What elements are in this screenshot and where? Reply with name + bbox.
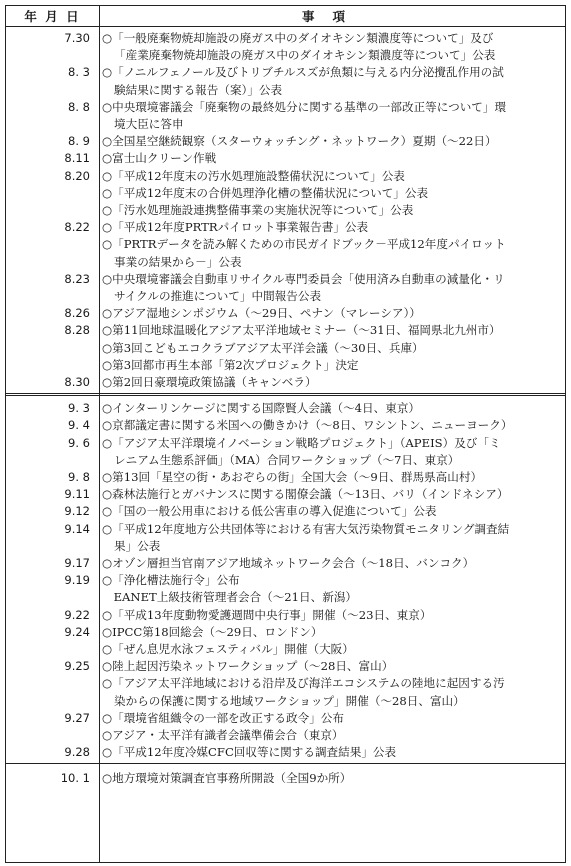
table-row [6,435,565,469]
row-text-line: ○「平成12年度冷媒CFC回収等に関する調査結果」公表 [102,745,397,760]
row-text-line: 事業の結果から－」公表 [114,254,242,269]
table-row [6,64,565,98]
table-row [6,658,565,675]
table-row [6,727,565,744]
row-date: 8. 3 [68,65,90,80]
row-text-line: ○「平成12年度地方公共団体等における有害大気汚染物質モニタリング調査結 [102,521,510,536]
month-separator [6,393,565,396]
table-row [6,185,565,202]
row-text-line: ○「ぜん息児水泳フェスティバル」開催（大阪） [102,642,354,656]
row-text-line: 「産業廃棄物焼却施設の廃ガス中のダイオキシン類濃度等について」公表 [114,48,496,63]
table-row [6,400,565,417]
row-text-line: ○「アジア太平洋環境イノベーション戦略プロジェクト」（APEIS）及び「ミ [102,435,501,450]
row-date: 9.25 [64,659,90,674]
row-text-line: ○アジア・太平洋有識者会議準備会合（東京） [102,728,344,742]
row-date: 8. 8 [68,99,90,114]
row-text-line: ○「一般廃棄物焼却施設の廃ガス中のダイオキシン類濃度等について」及び [102,31,494,45]
row-date: 8.30 [64,375,90,389]
header-item: 事項 [301,9,363,24]
table-row [6,624,565,641]
row-date: 10. 1 [60,771,90,786]
row-text-line: ○第3回こどもエコクラブアジア太平洋会議（〜30日、兵庫） [102,340,424,355]
row-text-line: ○「平成12年度PRTRパイロット事業報告書」公表 [102,220,369,235]
table-row [6,374,565,391]
row-text-line: ○「ノニルフェノール及びトリブチルスズが魚類に与える内分泌攪乱作用の試 [102,65,504,80]
row-text-line: ○オゾン層担当官南アジア地域ネットワーク会合（〜18日、バンコク） [102,556,475,570]
table-header [6,6,565,27]
row-date: 8.20 [64,168,90,183]
table-row [6,675,565,709]
row-text-line: ○「環境省組織令の一部を改正する政令」公布 [102,710,344,725]
table-row [6,168,565,185]
header-date: 年 月 日 [24,9,81,24]
table-row [6,589,565,606]
row-date: 9.14 [64,521,90,536]
table-row [6,357,565,374]
row-date: 8.28 [64,323,90,338]
table-row [6,503,565,520]
table-row [6,219,565,236]
row-text-line: ○第11回地球温暖化アジア太平洋地域セミナー（〜31日、福岡県北九州市） [102,323,501,338]
row-text-line: ○陸上起因汚染ネットワークショップ（〜28日、富山） [102,659,394,674]
table-row [6,770,565,787]
row-date: 9. 8 [68,470,90,484]
row-text-line: ○地方環境対策調査官事務所開設（全国9か所） [102,771,352,786]
row-text-line: ○「汚水処理施設連携整備事業の実施状況等について」公表 [102,203,414,217]
row-date: 8.11 [64,151,90,166]
row-text-line: ○「PRTRデータを読み解くための市民ガイドブック－平成12年度パイロット [102,237,506,252]
row-text-line: ○全国星空継続観察（スターウォッチング・ネットワーク）夏期（〜22日） [102,134,497,149]
row-date: 9. 4 [68,418,90,433]
table-row [6,271,565,305]
row-text-line: ○中央環境審議会自動車リサイクル専門委員会「使用済み自動車の減量化・リ [102,271,505,286]
row-text-line: ○第3回都市再生本部「第2次プロジェクト」決定 [102,357,359,372]
table-row [6,150,565,167]
row-text-line: ○京都議定書に関する米国への働きかけ（〜8日、ワシントン、ニューヨーク） [102,418,513,433]
table-row [6,340,565,357]
row-text-line: ○「平成12年度末の合併処理浄化槽の整備状況について」公表 [102,185,429,200]
table-row [6,133,565,150]
table-row [6,322,565,339]
row-date: 8. 9 [68,134,90,149]
row-text-line: ○第2回日豪環境政策協議（キャンベラ） [102,375,317,389]
table-row [6,30,565,64]
table-row [6,641,565,658]
table-row [6,521,565,555]
table-row [6,202,565,219]
row-text-line: サイクルの推進について」中間報告公表 [114,288,322,303]
row-date: 9.17 [64,556,90,570]
row-date: 9.28 [64,745,90,760]
table-row [6,710,565,727]
row-date: 9.19 [64,573,90,588]
row-date: 8.22 [64,220,90,235]
row-date: 7.30 [64,31,90,45]
row-text-line: ○森林法施行とガバナンスに関する閣僚会議（〜13日、バリ（インドネシア） [102,487,509,502]
table-row [6,99,565,133]
row-text-line: ○インターリンケージに関する国際賢人会議（〜4日、東京） [102,401,421,416]
row-text-line: ○「国の一般公用車における低公害車の導入促進について」公表 [102,504,437,519]
row-text-line: EANET上級技術管理者会合（〜21日、新潟） [102,590,358,605]
table-row [6,607,565,624]
row-text-line: 染からの保護に関する地域ワークショップ」開催（〜28日、富山） [114,693,465,708]
row-date: 8.26 [64,306,90,321]
row-text-line: 験結果に関する報告（案）」公表 [114,82,283,97]
row-date: 8.23 [64,271,90,286]
row-date: 9.27 [64,710,90,725]
row-text-line: ○アジア湿地シンポジウム（〜29日、ペナン（マレーシア）） [102,306,421,321]
row-text-line: ○IPCC第18回総会（〜29日、ロンドン） [102,624,323,639]
table-row [6,555,565,572]
row-text-line: ○「平成13年度動物愛護週間中央行事」開催（〜23日、東京） [102,607,432,622]
row-text-line: ○「平成12年度末の汚水処理施設整備状況について」公表 [102,168,405,183]
table-row [6,305,565,322]
row-date: 9.11 [64,487,90,502]
row-date: 9.12 [64,504,90,519]
row-text-line: 果」公表 [114,538,161,553]
row-date: 9.24 [64,624,90,639]
chronology-table [5,5,566,863]
row-text-line: ○富士山クリーン作戦 [102,151,217,166]
table-row [6,572,565,589]
row-text-line: ○「浄化槽法施行令」公布 [102,573,240,588]
table-row [6,744,565,761]
table-row [6,486,565,503]
row-text-line: レニアム生態系評価」（MA）合同ワークショップ（〜7日、東京） [114,452,460,467]
row-text-line: ○第13回「星空の街・あおぞらの街」全国大会（〜9日、群馬県高山村） [102,470,483,484]
row-date: 9. 6 [68,435,90,450]
table-row [6,417,565,434]
table-row [6,236,565,270]
month-separator [6,763,565,764]
table-row [6,469,565,486]
row-date: 9. 3 [68,401,90,416]
row-text-line: ○「アジア太平洋地域における沿岸及び海洋エコシステムの陸地に起因する汚 [102,676,505,691]
row-date: 9.22 [64,607,90,622]
row-text-line: 境大臣に答申 [114,116,184,131]
row-text-line: ○中央環境審議会「廃棄物の最終処分に関する基準の一部改正等について」環 [102,99,507,114]
